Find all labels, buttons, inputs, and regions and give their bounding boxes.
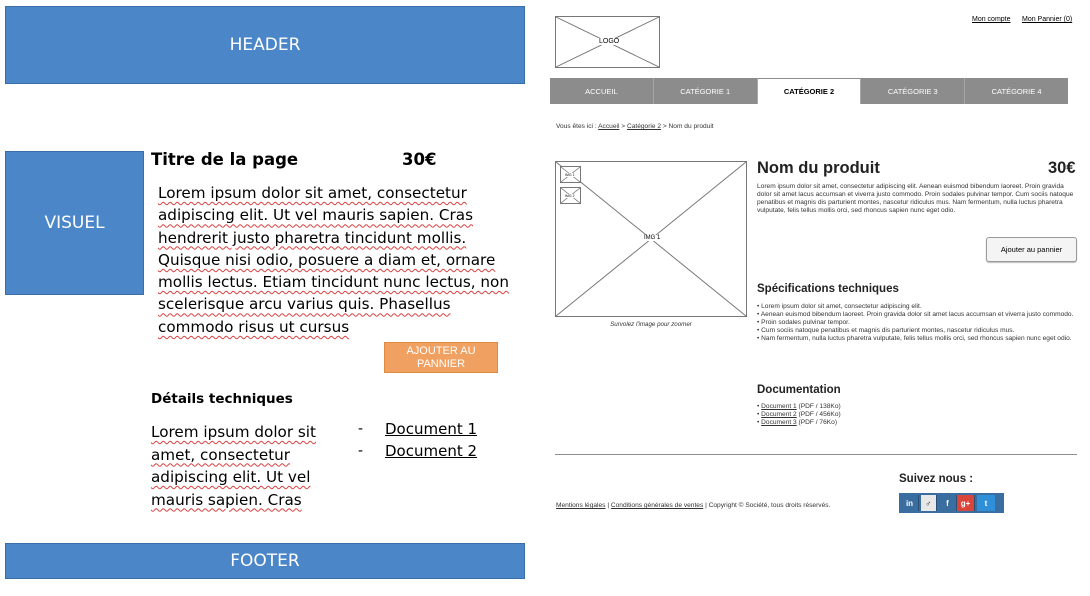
cgv-link[interactable]: Conditions générales de ventes (610, 502, 704, 509)
text-line-content: Quisque nisi odio, posuere a diam et, ornare (158, 250, 496, 269)
thumbnail-label: IMG 2 (565, 194, 575, 198)
thumbnail-1[interactable] (560, 166, 581, 183)
price: 30€ (402, 150, 437, 169)
logo-placeholder[interactable] (555, 16, 660, 68)
visual-block: VISUEL (5, 151, 144, 295)
text-line-content: mollis lectus. Etiam tincidunt nunc lectus, non (158, 273, 509, 292)
doc-link[interactable]: Document 3 (761, 419, 797, 426)
tech-details-text (151, 421, 351, 511)
documentation-title: Documentation (757, 384, 841, 396)
breadcrumb-home-link[interactable]: Accueil (598, 123, 620, 130)
text-line-content: adipiscing elit. Ut vel (151, 468, 311, 486)
zoom-hint: Survolez l'image pour zoomer (610, 321, 692, 328)
page-title: Titre de la page (151, 150, 299, 169)
social-bar (899, 493, 1004, 513)
spec-item: • Nam fermentum, nulla luctus pharetra vulputate, felis tellus mollis orci, sed rhoncus sapien nunc eget odio. (757, 335, 1072, 342)
cart-link[interactable]: Mon Pannier (0) (1022, 16, 1073, 23)
footer-links (556, 502, 830, 509)
breadcrumb-separator: > (661, 123, 669, 130)
text-line (158, 249, 528, 271)
doc-info: (PDF / 456Ko) (796, 411, 841, 418)
text-line (158, 227, 528, 249)
breadcrumb (556, 123, 714, 130)
footer-separator: | (605, 502, 611, 509)
specs-title: Spécifications techniques (757, 283, 899, 295)
text-line-content: amet, consectetur (151, 445, 291, 464)
product-name: Nom du produit (757, 159, 880, 177)
facebook-icon[interactable]: f (939, 495, 957, 511)
doc-item: • Document 1 (PDF / 138Ko) (757, 403, 841, 410)
footer-divider (555, 454, 1077, 455)
add-to-cart-button[interactable]: AJOUTER AU PANNIER (384, 342, 498, 373)
documentation-list (757, 403, 841, 427)
breadcrumb-prefix: Vous êtes ici : (556, 123, 599, 130)
spec-item: • Proin sodales pulvinar tempor. (757, 319, 850, 326)
document-link[interactable]: Document 1 (385, 420, 478, 438)
doc-info: (PDF / 76Ko) (796, 419, 838, 426)
google-plus-icon[interactable]: g+ (957, 495, 975, 511)
doc-bullet: - (358, 420, 363, 437)
thumbnail-label: IMG 1 (565, 173, 575, 177)
add-to-cart-button-wire[interactable]: Ajouter au pannier (986, 237, 1077, 262)
text-line-content: adipiscing elit. Ut vel mauris sapien. Cras (158, 206, 473, 225)
linkedin-icon[interactable]: in (901, 495, 919, 511)
spec-item: • Lorem ipsum dolor sit amet, consectetur adipiscing elit. (757, 303, 922, 310)
legal-link[interactable]: Mentions légales (556, 502, 606, 509)
doc-item: • Document 3 (PDF / 76Ko) (757, 419, 838, 426)
header-block: HEADER (5, 6, 525, 84)
text-line-content: commodo risus ut cursus (158, 317, 350, 336)
text-line (158, 204, 528, 226)
myspace-icon[interactable]: ♂ (921, 495, 937, 511)
nav-tab-categorie-2[interactable]: CATÉGORIE 2 (758, 78, 862, 104)
nav-tab-categorie-3[interactable]: CATÉGORIE 3 (861, 78, 965, 104)
copyright-text: | Copyright © Société, tous droits réservés. (703, 502, 831, 509)
text-line (158, 316, 528, 338)
follow-us-title: Suivez nous : (899, 473, 974, 485)
text-line (158, 271, 528, 293)
doc-item: • Document 2 (PDF / 456Ko) (757, 411, 841, 418)
product-price: 30€ (1048, 159, 1076, 177)
breadcrumb-category-link[interactable]: Catégorie 2 (626, 123, 662, 130)
doc-link[interactable]: Document 2 (761, 411, 797, 418)
logo-label: LOGO (599, 38, 620, 45)
spec-item: • Cum sociis natoque penatibus et magnis dis parturient montes, nascetur ridiculus mus. (757, 327, 1015, 334)
text-line (151, 489, 351, 512)
main-image-label: IMG 1 (644, 235, 661, 241)
document-link[interactable]: Document 2 (385, 442, 478, 460)
text-line-content: Lorem ipsum dolor sit (151, 423, 316, 441)
product-description-text: Lorem ipsum dolor sit amet, consectetur adipiscing elit. Aenean euismod bibendum laoreet. Proin gravida dolor sit amet lacus accumsan et viverra justo commodo. Proin sodales pulvinar tempor. Cum sociis natoque penatibus et magnis dis parturient montes, nascetur ridiculus mus. Nam fermentum, nulla luctus pharetra vulputate, felis tellus mollis orci, sed rhoncus sapien nunc eget odio. (757, 183, 1074, 214)
specs-list (757, 303, 1075, 343)
text-line-content: Lorem ipsum dolor sit amet, consectetur (158, 184, 467, 202)
breadcrumb-separator: > (619, 123, 627, 130)
text-line (158, 293, 528, 315)
product-description (158, 182, 528, 338)
footer-block: FOOTER (5, 543, 525, 579)
spec-item: • Aenean euismod bibendum laoreet. Proin gravida dolor sit amet lacus accumsan et viverra justo commodo. (757, 311, 1074, 318)
text-line-content: scelerisque arcu varius quis. Phasellus (158, 295, 451, 314)
main-product-image[interactable] (555, 161, 747, 317)
breadcrumb-current: Nom du produit (668, 123, 714, 130)
account-link[interactable]: Mon compte (972, 16, 1011, 23)
nav-tab-categorie-1[interactable]: CATÉGORIE 1 (654, 78, 758, 104)
text-line (151, 421, 351, 444)
doc-link[interactable]: Document 1 (761, 403, 797, 410)
nav-tab-accueil[interactable]: ACCUEIL (550, 78, 654, 104)
text-line (158, 182, 528, 204)
text-line (151, 466, 351, 489)
twitter-icon[interactable]: t (977, 495, 995, 511)
text-line (151, 444, 351, 467)
text-line-content: mauris sapien. Cras (151, 490, 302, 509)
nav-tab-categorie-4[interactable]: CATÉGORIE 4 (965, 78, 1068, 104)
tech-details-title: Détails techniques (151, 391, 293, 407)
main-navigation (550, 78, 1068, 104)
thumbnail-2[interactable] (560, 187, 581, 204)
doc-bullet: - (358, 442, 363, 459)
doc-info: (PDF / 138Ko) (796, 403, 841, 410)
text-line-content: hendrerit justo pharetra tincidunt mollis. (158, 228, 467, 247)
